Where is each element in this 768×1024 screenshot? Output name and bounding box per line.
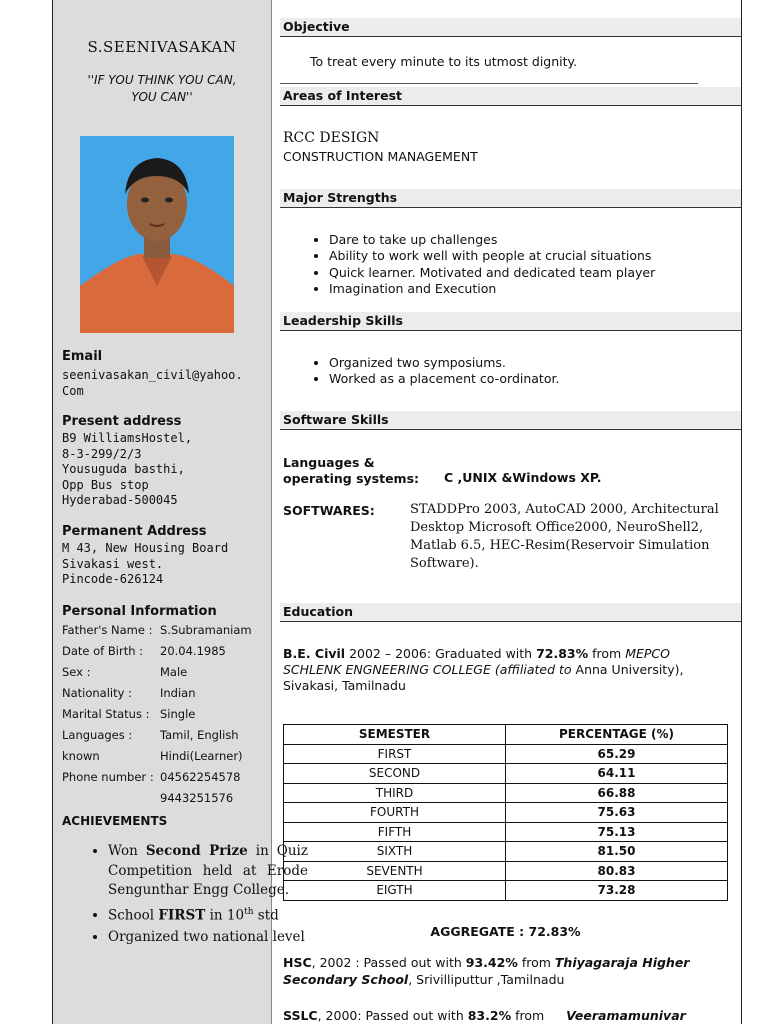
personal-info-label: Personal Information [62,604,217,619]
semester-table [283,724,728,901]
software-header: Software Skills [280,411,741,430]
interest-header: Areas of Interest [280,87,741,106]
email-label: Email [62,349,103,364]
sidebar [53,0,308,1024]
languages-label: Languages & operating systems: [283,455,420,486]
hsc-entry: HSC, 2002 : Passed out with 93.42% from Thiyagaraja Higher Secondary School, Srivilliputtur ,Tamilnadu [283,955,690,987]
table-header-row [284,725,728,745]
portrait-image [80,136,234,333]
strengths-header: Major Strengths [280,189,741,208]
be-degree: B.E. Civil 2002 – 2006: Graduated with 72.83% from MEPCO SCHLENK ENGNEERING COLLEGE (affiliated to Anna University), Sivakasi, Tamilnadu [283,646,684,693]
list-item: • Ability to work well with people at crucial situations [329,248,655,264]
divider [280,83,698,84]
personal-row: 9443251576 [160,791,234,805]
interest-item: RCC DESIGN [283,130,380,146]
personal-row: Date of Birth : 20.04.1985 [62,644,226,658]
table-row: FIRST 65.29 [284,744,728,764]
motto-quote: ''IF YOU THINK YOU CAN, YOU CAN'' [87,73,237,104]
table-row: FOURTH 75.63 [284,803,728,823]
main-content [272,0,739,1024]
list-item: • Won Second Prize in Quiz Competition held at Erode Sengunthar Engg College. [108,842,308,901]
personal-row: Languages : Tamil, English [62,728,239,742]
languages-value: C ,UNIX &Windows XP. [444,470,602,485]
objective-text: To treat every minute to its utmost dignity. [310,54,578,69]
objective-header: Objective [280,18,741,37]
list-item: • Imagination and Execution [329,281,655,297]
list-item: • Organized two national level [108,928,308,948]
achievements-label: ACHIEVEMENTS [62,814,168,828]
present-address: B9 WilliamsHostel, 8-3-299/2/3 Yousuguda basthi, Opp Bus stop Hyderabad-500045 [62,431,193,507]
table-row: SIXTH 81.50 [284,842,728,862]
list-item: • School FIRST in 10th std [108,903,308,926]
present-address-label: Present address [62,414,182,429]
permanent-address-label: Permanent Address [62,524,207,539]
personal-row: known Hindi(Learner) [62,749,243,763]
personal-row: Father's Name : S.Subramaniam [62,623,252,637]
softwares-label: SOFTWARES: [283,503,375,518]
table-row: THIRD 66.88 [284,783,728,803]
interest-item: CONSTRUCTION MANAGEMENT [283,149,478,164]
permanent-address: M 43, New Housing Board Sivakasi west. Pincode-626124 [62,541,229,586]
aggregate: AGGREGATE : 72.83% [430,924,581,939]
personal-row: Phone number : 04562254578 [62,770,241,784]
list-item: • Quick learner. Motivated and dedicated team player [329,265,655,281]
sslc-entry: SSLC, 2000: Passed out with 83.2% from Veeramamunivar [283,1008,686,1023]
list-item: • Organized two symposiums. [329,355,559,371]
education-header: Education [280,603,741,622]
leadership-header: Leadership Skills [280,312,741,331]
table-row: EIGTH 73.28 [284,881,728,901]
personal-row: Sex : Male [62,665,188,679]
profile-photo [80,136,234,333]
table-row: FIFTH 75.13 [284,822,728,842]
table-row: SECOND 64.11 [284,764,728,784]
column-header: PERCENTAGE (%) [506,725,728,745]
column-header: SEMESTER [284,725,506,745]
personal-row: Marital Status : Single [62,707,196,721]
email-value: seenivasakan_civil@yahoo. Com [62,368,243,398]
list-item: • Dare to take up challenges [329,232,655,248]
strengths-list [283,232,655,297]
list-item: • Worked as a placement co-ordinator. [329,371,559,387]
softwares-value: STADDPro 2003, AutoCAD 2000, Architectural Desktop Microsoft Office2000, NeuroShell2, Matlab 6.5, HEC-Resim(Reservoir Simulation Software). [410,502,719,571]
candidate-name: S.SEENIVASAKAN [87,38,237,56]
table-row: SEVENTH 80.83 [284,861,728,881]
personal-row: Nationality : Indian [62,686,196,700]
leadership-list [283,355,559,388]
